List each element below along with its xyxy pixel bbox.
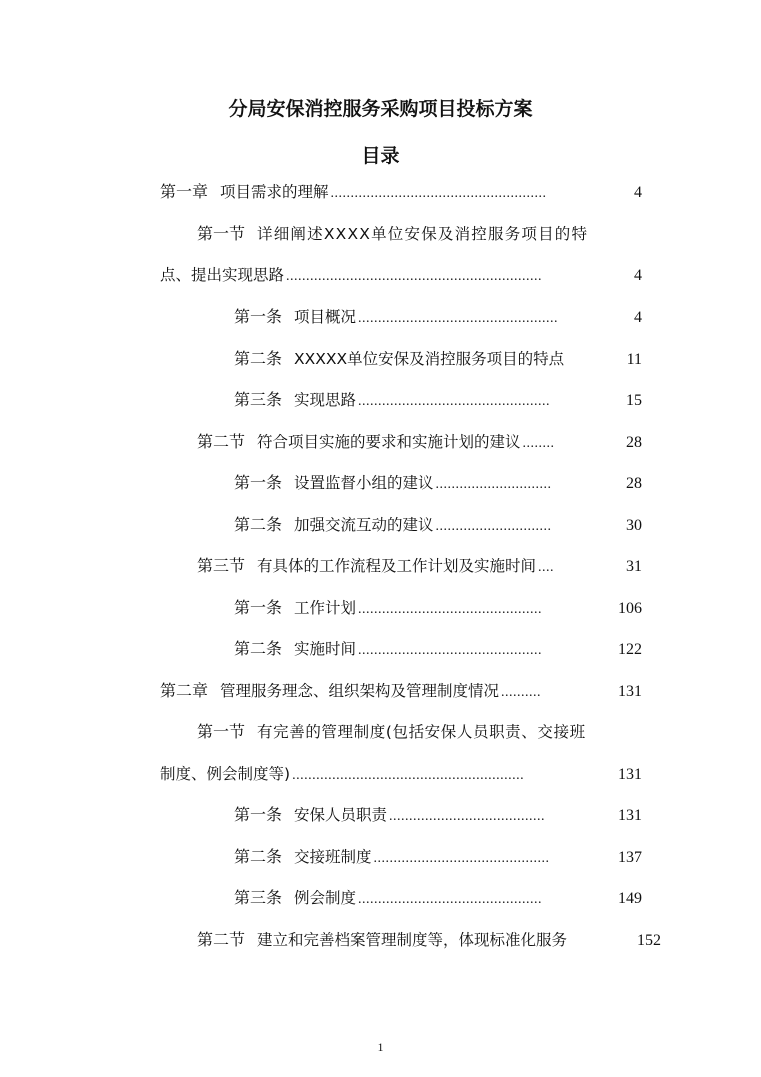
toc-leader: ................................................................ [286,269,543,284]
toc-heading: 目录 [361,145,400,167]
toc-level: 第二章 [160,681,209,700]
toc-text: 设置监督小组的建议 [294,474,434,492]
toc-level: 第一节 [197,224,246,243]
toc-text-continuation: 制度、例会制度等) [160,765,291,783]
toc-level: 第二条 [234,639,283,658]
toc-leader: ...................................................... [330,186,547,201]
toc-text: 工作计划 [294,599,357,617]
toc-text: XXXXX单位安保及消控服务项目的特点 [294,350,565,368]
toc-leader: ........ [522,436,555,451]
toc-leader: .... [538,560,555,575]
toc-page: 4 [634,184,642,201]
toc-entry-continuation[interactable] [160,761,642,787]
toc-text: 安保人员职责 [294,806,388,824]
toc-leader: .................................................. [358,311,559,326]
toc-leader: .............................................. [358,602,543,617]
toc-entry[interactable] [197,553,642,579]
toc-page: 131 [618,766,642,783]
toc-text: 符合项目实施的要求和实施计划的建议 [257,433,521,451]
toc-level: 第一章 [160,182,209,201]
toc-entry[interactable] [160,179,642,205]
toc-level: 第二条 [234,349,283,368]
toc-leader: ............................. [435,477,552,492]
toc-entry[interactable] [234,885,642,911]
toc-text: 有具体的工作流程及工作计划及实施时间 [257,557,537,575]
toc-text: 建立和完善档案管理制度等，体现标准化服务 [257,931,568,949]
toc-entry[interactable] [234,304,642,330]
toc-page: 4 [634,309,642,326]
toc-page: 31 [626,558,642,575]
toc-level: 第一条 [234,598,283,617]
page-number: 1 [377,1040,384,1054]
toc-entry[interactable] [234,595,642,621]
toc-entry[interactable] [197,429,642,455]
toc-entry[interactable] [197,221,642,247]
toc-page: 106 [618,600,642,617]
toc-level: 第三条 [234,888,283,907]
toc-page: 122 [618,641,642,658]
toc-page: 131 [618,807,642,824]
toc-level: 第一条 [234,473,283,492]
toc-text: 管理服务理念、组织架构及管理制度情况 [220,682,500,700]
toc-level: 第一节 [197,722,246,741]
toc-text: 有完善的管理制度(包括安保人员职责、交接班 [257,723,586,741]
toc-text: 交接班制度 [294,848,372,866]
toc-leader: .............................................. [358,892,543,907]
toc-level: 第二节 [197,432,246,451]
toc-level: 第二条 [234,515,283,534]
toc-entry[interactable] [234,844,642,870]
toc-page: 28 [626,434,642,451]
toc-text: 详细阐述XXXX单位安保及消控服务项目的特 [257,225,589,243]
toc-leader: .......... [501,685,542,700]
toc-entry[interactable] [234,387,642,413]
toc-level: 第一条 [234,805,283,824]
toc-level: 第三节 [197,556,246,575]
toc-entry[interactable] [234,470,642,496]
toc-text: 加强交流互动的建议 [294,516,434,534]
toc-page: 15 [626,392,642,409]
toc-leader: ....................................... [389,809,546,824]
toc-page: 131 [618,683,642,700]
toc-page: 28 [626,475,642,492]
toc-entry-continuation[interactable] [160,262,642,288]
toc-level: 第一条 [234,307,283,326]
toc-level: 第二节 [197,930,246,949]
toc-entry[interactable] [197,719,642,745]
toc-entry[interactable] [197,927,661,953]
toc-leader: .......................................................... [292,768,525,783]
toc-page: 11 [626,351,642,368]
toc-page: 4 [634,267,642,284]
toc-text-continuation: 点、提出实现思路 [160,266,285,284]
toc-text: 项目需求的理解 [220,183,329,201]
toc-leader: ............................. [435,519,552,534]
toc-page: 30 [626,517,642,534]
toc-page: 149 [618,890,642,907]
toc-text: 例会制度 [294,889,357,907]
toc-level: 第二条 [234,847,283,866]
toc-level: 第三条 [234,390,283,409]
toc-text: 实现思路 [294,391,357,409]
toc-text: 实施时间 [294,640,357,658]
document-title: 分局安保消控服务采购项目投标方案 [228,98,533,120]
toc-page: 152 [637,932,661,949]
toc-leader: ............................................ [373,851,550,866]
toc-entry[interactable] [160,678,642,704]
toc-entry[interactable] [234,636,642,662]
toc-entry[interactable] [234,346,642,372]
toc-leader: .............................................. [358,643,543,658]
toc-entry[interactable] [234,512,642,538]
toc-page: 137 [618,849,642,866]
toc-leader: ................................................ [358,394,551,409]
toc-entry[interactable] [234,802,642,828]
toc-text: 项目概况 [294,308,357,326]
